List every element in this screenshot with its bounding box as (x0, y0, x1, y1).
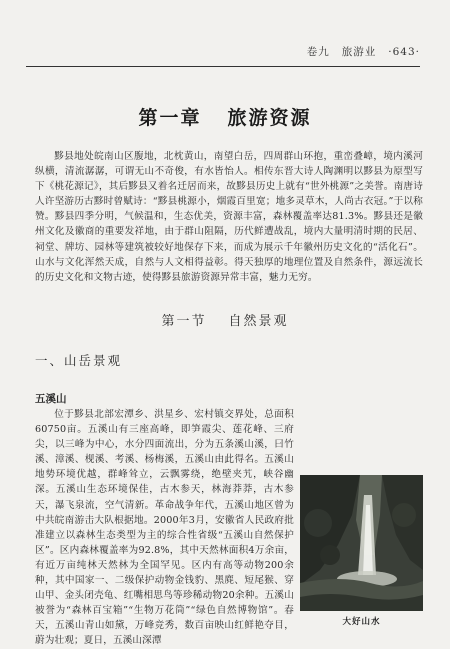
subsection-title: 一、山岳景观 (35, 353, 123, 368)
photo-caption: 大好山水 (342, 617, 381, 627)
section-label: 第一节 (161, 314, 207, 329)
waterfall-figure (300, 475, 423, 635)
section-name: 自然景观 (228, 314, 289, 329)
waterfall-photo (300, 475, 423, 611)
running-header (0, 44, 420, 59)
chapter-title (0, 103, 450, 130)
intro-paragraph: 黟县地处皖南山区腹地，北枕黄山，南望白岳，四周群山环抱，重峦叠嶂，境内溪河纵横，清流潺潺，可谓无山不奇俊，有水皆怡人。相传东晋大诗人陶渊明以黟县为原型写下《桃花源记》，其后黟县又着名迁居而来，故黟县历史上就有“世外桃源”之美誉。南唐诗人许坚游历古黟时曾赋诗：“黟县桃源小，烟霞百里宽；地多灵草木，人尚古衣冠。”于以称赞。黟县四季分明，气候温和，生态优美，资源丰富，森林覆盖率达81.3%。黟县还是徽州文化及徽商的重要发祥地，由于群山阻隔，历代鲜遭战乱，境内大量明清时期的民居、祠堂、牌坊、园林等建筑被较好地保存下来，而成为展示千年徽州历史文化的“活化石”。山水与文化浑然天成，自然与人文相得益彰。得天独厚的地理位置及自然条件，源远流长的历史文化和文物古迹，使得黟县旅游资源异常丰富，魅力无穷。 (35, 151, 423, 283)
header-rule (26, 66, 420, 67)
header-volume: 卷九 (306, 46, 330, 58)
mountain-paragraph (35, 407, 423, 649)
mountain-text: 位于黟县北部宏潭乡、洪星乡、宏村镇交界处，总面积60750亩。五溪山有三座高峰，即笋霞尖、莲花峰、三府尖，以三峰为中心，水分四面流出，分为五条溪山溪，曰竹溪、漳溪、枧溪、考溪、杨梅溪，五溪山由此得名。五溪山地势环境优越，群峰耸立，云飘雾绕，绝壁夹艽，峡谷幽深。五溪山生态环境保佳，古木参天，林海莽莽，古木参天，瀑飞泉流，空气清新。革命战争年代，五溪山地区曾为中共皖南游击大队根据地。2000年3月，安徽省人民政府批准建立以森林生态类型为主的综合性省级“五溪山自然保护区”。区内森林覆盖率为92.8%，其中天然林面积4万余亩，有近万亩纯林天然林为全国罕见。区内有高等动物200余种，其中国家一、二级保护动物金钱豹、黑麂、短尾猴、穿山甲、金头闭壳龟、红嘴相思鸟等珍稀动物20余种。五溪山被誉为“森林百宝箱”“生物万花筒”“绿色自然博物馆”。春天，五溪山青山如黛，万峰竞秀，数百亩映山红鲜艳夺目，蔚为壮观；夏日，五溪山深潭 (35, 409, 294, 647)
chapter-name: 旅游资源 (227, 107, 312, 129)
header-page-number: ·643· (388, 46, 420, 58)
chapter-label: 第一章 (138, 107, 202, 129)
section-title (0, 310, 450, 329)
header-title: 旅游业 (341, 46, 377, 58)
mountain-heading: 五溪山 (35, 393, 67, 405)
